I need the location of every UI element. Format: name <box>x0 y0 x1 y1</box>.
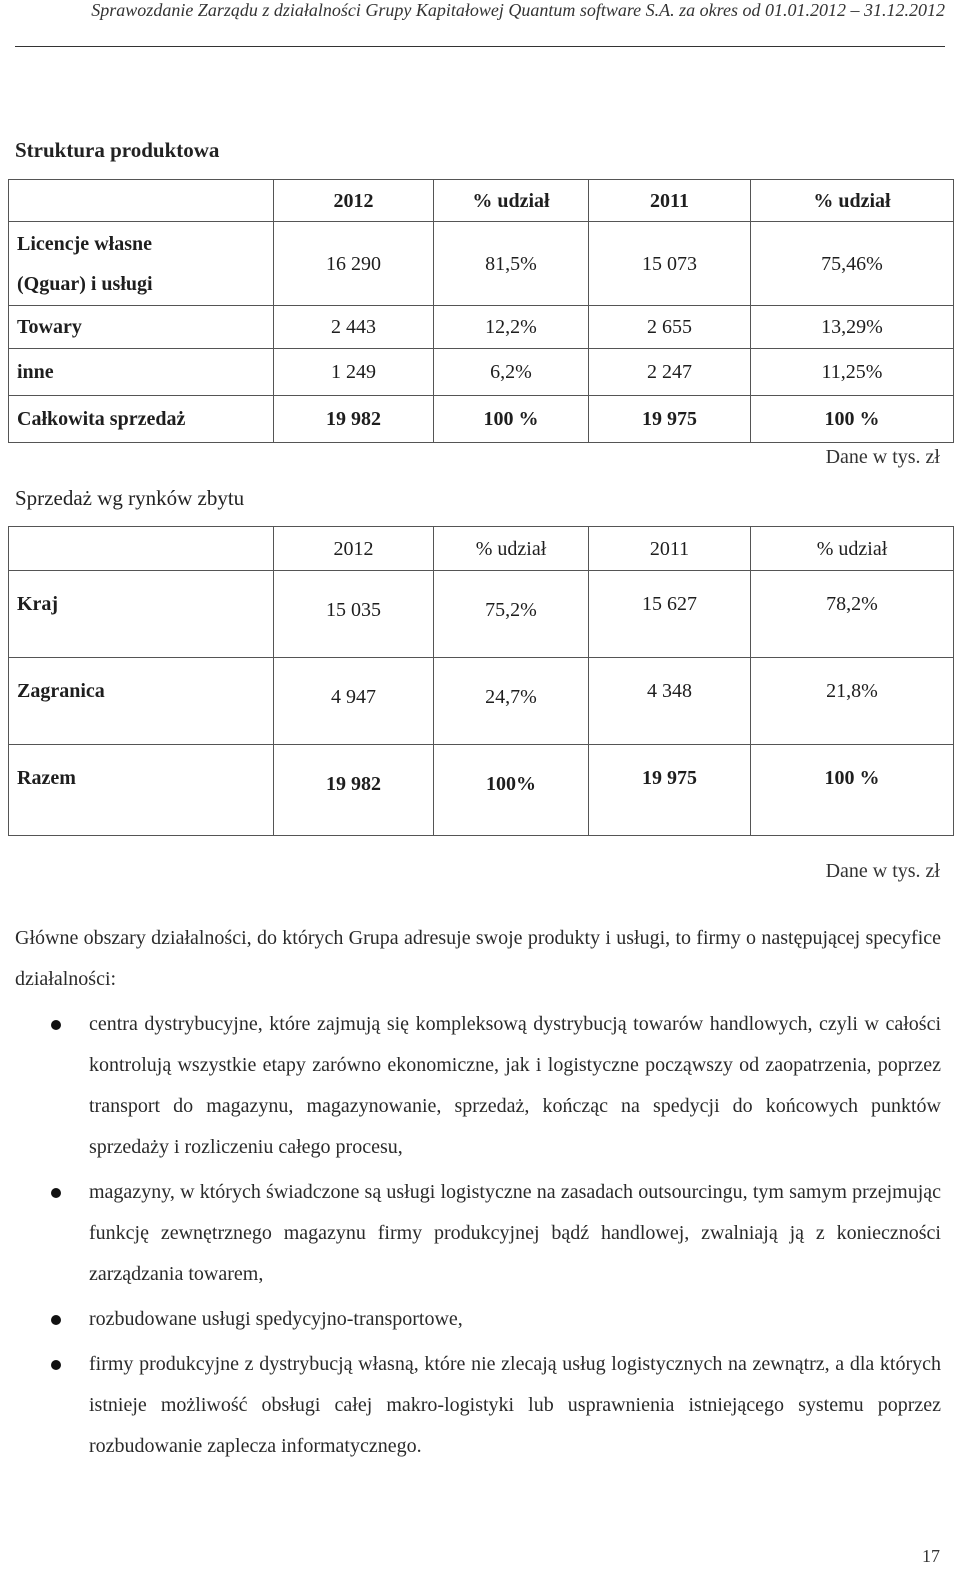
value-2011: 4 348 <box>589 658 751 745</box>
value-2011: 15 627 <box>589 571 751 658</box>
share-2012: 6,2% <box>434 349 589 396</box>
header-cell: 2011 <box>589 527 751 571</box>
table-row <box>9 349 954 396</box>
list-item <box>15 1172 941 1295</box>
value-2011: 15 073 <box>589 222 751 306</box>
product-structure-title: Struktura produktowa <box>15 138 220 162</box>
row-label: inne <box>9 349 274 396</box>
row-label: Licencje własne (Qguar) i usługi <box>9 222 274 306</box>
bullet-icon <box>51 1188 61 1198</box>
table-header-row <box>9 527 954 571</box>
value-2012: 1 249 <box>274 349 434 396</box>
share-2011: 21,8% <box>751 658 954 745</box>
share-2011: 11,25% <box>751 349 954 396</box>
header-cell: 2012 <box>274 527 434 571</box>
table-row <box>9 306 954 349</box>
header-text: Sprawozdanie Zarządu z działalności Grupy Kapitałowej Quantum software S.A. za okres od 01.01.2012 – 31.12.2012 <box>91 0 945 20</box>
bullet-icon <box>51 1020 61 1030</box>
row-label: Zagranica <box>9 658 274 745</box>
share-2012: 81,5% <box>434 222 589 306</box>
value-2012: 19 982 <box>274 396 434 443</box>
header-cell: % udział <box>751 180 954 222</box>
table-total-row <box>9 745 954 836</box>
list-item-text: firmy produkcyjne z dystrybucją własną, które nie zlecają usług logistycznych na zewnątrz, a dla których istnieje możliwość obsługi całej makro-logistyki lub usprawnienia istniejącego systemu poprzez rozbudowanie zaplecza informatycznego. <box>89 1353 941 1457</box>
value-2012: 16 290 <box>274 222 434 306</box>
table-header-row <box>9 180 954 222</box>
row-label: Całkowita sprzedaż <box>9 396 274 443</box>
header-cell: % udział <box>751 527 954 571</box>
value-2011: 2 655 <box>589 306 751 349</box>
bullet-icon <box>51 1360 61 1370</box>
product-structure-table <box>8 179 954 443</box>
table-row <box>9 658 954 745</box>
row-label: Towary <box>9 306 274 349</box>
header-cell <box>9 180 274 222</box>
table-row <box>9 571 954 658</box>
share-2012: 24,7% <box>434 658 589 745</box>
header-cell: % udział <box>434 180 589 222</box>
unit-note: Dane w tys. zł <box>825 446 940 468</box>
share-2012: 100% <box>434 745 589 836</box>
value-2011: 19 975 <box>589 396 751 443</box>
share-2011: 75,46% <box>751 222 954 306</box>
market-sales-title: Sprzedaż wg rynków zbytu <box>15 486 245 510</box>
value-2012: 15 035 <box>274 571 434 658</box>
share-2011: 100 % <box>751 396 954 443</box>
value-2011: 2 247 <box>589 349 751 396</box>
intro-paragraph: Główne obszary działalności, do których Grupa adresuje swoje produkty i usługi, to firmy o następującej specyfice działalności: <box>15 927 941 990</box>
page-header <box>15 0 945 47</box>
value-2012: 2 443 <box>274 306 434 349</box>
list-item <box>15 1004 941 1168</box>
row-label: Razem <box>9 745 274 836</box>
share-2012: 100 % <box>434 396 589 443</box>
table-total-row <box>9 396 954 443</box>
unit-note: Dane w tys. zł <box>825 860 940 882</box>
header-cell: % udział <box>434 527 589 571</box>
bullet-icon <box>51 1315 61 1325</box>
share-2012: 12,2% <box>434 306 589 349</box>
table-row <box>9 222 954 306</box>
share-2012: 75,2% <box>434 571 589 658</box>
share-2011: 13,29% <box>751 306 954 349</box>
row-label: Kraj <box>9 571 274 658</box>
activity-list <box>15 1004 941 1471</box>
market-sales-table <box>8 526 954 836</box>
header-cell: 2011 <box>589 180 751 222</box>
header-cell <box>9 527 274 571</box>
list-item-text: magazyny, w których świadczone są usługi logistyczne na zasadach outsourcingu, tym samym przejmując funkcję zewnętrznego magazynu firmy produkcyjnej bądź handlowej, zwalniają ją z konieczności zarządzania towarem, <box>89 1181 941 1285</box>
list-item <box>15 1344 941 1467</box>
list-item-text: centra dystrybucyjne, które zajmują się kompleksową dystrybucją towarów handlowych, czyli w całości kontrolują wszystkie etapy zarówno ekonomiczne, jak i logistyczne począwszy od zaopatrzenia, poprzez transport do magazynu, magazynowanie, sprzedaż, kończąc na spedycji do końcowych punktów sprzedaży i rozliczeniu całego procesu, <box>89 1013 941 1158</box>
share-2011: 100 % <box>751 745 954 836</box>
page-number: 17 <box>922 1546 940 1566</box>
value-2011: 19 975 <box>589 745 751 836</box>
list-item <box>15 1299 941 1340</box>
value-2012: 19 982 <box>274 745 434 836</box>
share-2011: 78,2% <box>751 571 954 658</box>
header-cell: 2012 <box>274 180 434 222</box>
list-item-text: rozbudowane usługi spedycyjno-transportowe, <box>89 1308 463 1330</box>
value-2012: 4 947 <box>274 658 434 745</box>
